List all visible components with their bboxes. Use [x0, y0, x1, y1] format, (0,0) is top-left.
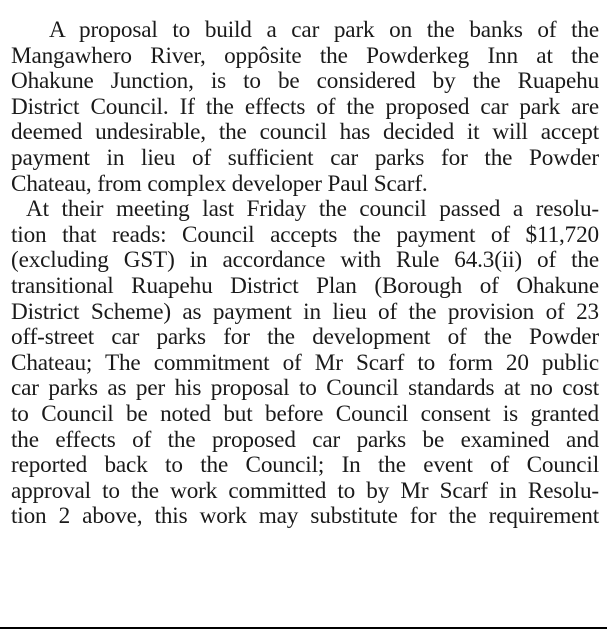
paragraph-1 [11, 18, 599, 197]
article-body [11, 18, 599, 530]
text-line: transitional Ruapehu District Plan (Borough of Ohakune [11, 272, 599, 299]
paragraph-2 [11, 197, 599, 530]
text-line: (excluding GST) in accordance with Rule 64.3(ii) of the [11, 247, 599, 274]
text-line: to Council be noted but before Council consent is granted [11, 400, 599, 427]
text-line: District Council. If the effects of the proposed car park are [11, 93, 599, 120]
text-line: approval to the work committed to by Mr Scarf in Resolu- [11, 477, 599, 504]
text-line: A proposal to build a car park on the banks of the [49, 17, 599, 43]
text-line: At their meeting last Friday the council passed a resolu- [26, 196, 599, 223]
text-line: District Scheme) as payment in lieu of the provision of 23 [11, 298, 599, 325]
text-line: car parks as per his proposal to Council standards at no cost [11, 375, 599, 402]
text-line: Chateau; The commitment of Mr Scarf to form 20 public [11, 349, 599, 376]
text-line: Ohakune Junction, is to be considered by the Ruapehu [11, 68, 599, 95]
text-line: tion 2 above, this work may substitute for the requirement [11, 503, 599, 530]
text-line: deemed undesirable, the council has decided it will accept [11, 119, 599, 146]
column-bottom-rule [0, 627, 607, 629]
text-line: tion that reads: Council accepts the payment of $11,720 [11, 221, 599, 248]
text-line: payment in lieu of sufficient car parks for the Powder [11, 144, 599, 171]
text-line: off-street car parks for the development of the Powder [11, 324, 599, 351]
text-line: Mangawhero River, oppôsite the Powderkeg Inn at the [11, 42, 599, 69]
text-line: Chateau, from complex developer Paul Scarf. [11, 170, 428, 197]
text-line: reported back to the Council; In the event of Council [11, 452, 599, 479]
text-line: the effects of the proposed car parks be examined and [11, 426, 599, 453]
